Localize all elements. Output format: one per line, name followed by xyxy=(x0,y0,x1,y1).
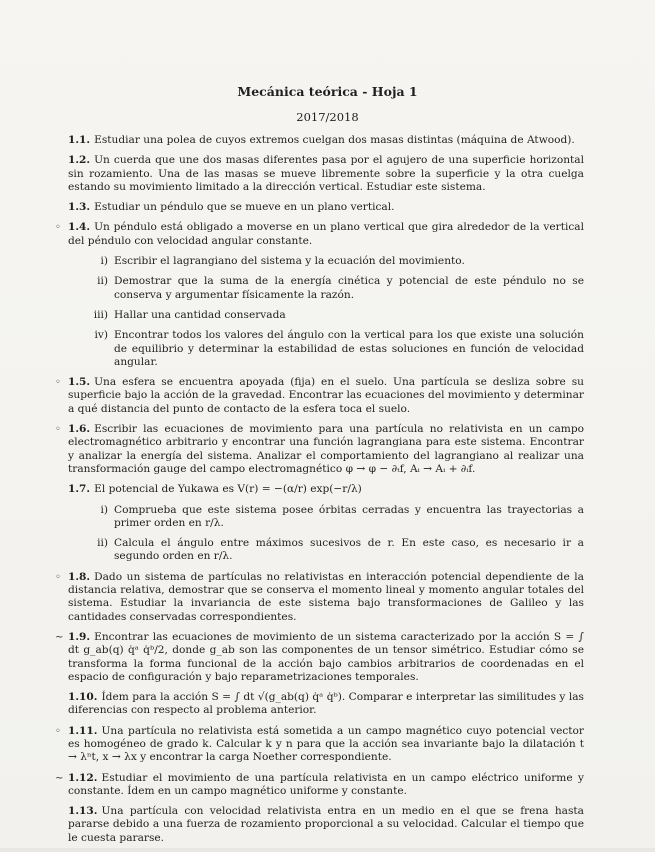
handwritten-mark: ◦ xyxy=(55,222,61,234)
problem-item xyxy=(55,376,584,416)
problem-text: Una partícula no relativista está sometida a un campo magnético cuyo potencial vector es homogéneo de grado k. Calcular k y n para que la acción sea invariante bajo la dilatación t → λⁿt, x → λx y encontrar la carga Noether correspondiente. xyxy=(68,724,584,764)
problem-text: Ídem para la acción S = ∫ dt √(g_ab(q) q̇ᵃ q̇ᵇ). Comparar e interpretar las similitudes y las diferencias con respecto al problema anterior. xyxy=(68,691,584,717)
problem-item xyxy=(68,201,584,214)
problem-text: Un péndulo está obligado a moverse en un plano vertical que gira alrededor de la vertical del péndulo con velocidad angular constante. xyxy=(68,221,584,247)
subproblem-text: Hallar una cantidad conservada xyxy=(114,308,286,321)
problem-number: 1.10. xyxy=(68,691,98,704)
subproblem-text: Comprueba que este sistema posee órbitas cerradas y encuentra las trayectorias a primer orden en r/λ. xyxy=(114,503,584,529)
subproblem-label: i) xyxy=(100,255,108,268)
subproblem-text: Demostrar que la suma de la energía cinética y potencial de este péndulo no se conserva y argumentar físicamente la razón. xyxy=(114,275,584,301)
subproblem-item xyxy=(86,309,584,322)
problem-number: 1.7. xyxy=(68,483,91,496)
problem-item xyxy=(55,423,584,476)
subproblem-label: iii) xyxy=(93,308,108,321)
problem-item xyxy=(55,724,584,765)
handwritten-mark: ◦ xyxy=(55,377,61,389)
subproblem-item xyxy=(86,504,584,531)
subproblem-text: Encontrar todos los valores del ángulo con la vertical para los que existe una solución de equilibrio y determinar la estabilidad de estas soluciones en función de velocidad angular. xyxy=(114,329,584,368)
problem-text: Escribir las ecuaciones de movimiento para una partícula no relativista en un campo electromagnético arbitrario y encontrar una función lagrangiana para este sistema. Encontrar y analizar la energía del sistema. Analizar el comportamiento del lagrangiano al realizar una transformación gauge del campo electromagnético φ → φ − ∂ₜf, Aᵢ → Aᵢ + ∂ᵢf. xyxy=(68,423,584,475)
problem-item xyxy=(68,805,584,845)
problem-number: 1.3. xyxy=(68,201,91,214)
subproblem-label: iv) xyxy=(94,329,108,342)
problem-number: 1.8. xyxy=(68,570,91,583)
problem-item xyxy=(55,570,584,624)
handwritten-mark: ∼ xyxy=(55,631,64,643)
problem-text: Estudiar un péndulo que se mueve en un plano vertical. xyxy=(94,201,395,214)
handwritten-mark: ◦ xyxy=(55,725,61,737)
subproblem-text: Escribir el lagrangiano del sistema y la ecuación del movimiento. xyxy=(114,255,465,268)
problem-item xyxy=(68,691,584,718)
subproblem-text: Calcula el ángulo entre máximos sucesivos de r. En este caso, es necesario ir a segundo orden en r/λ. xyxy=(114,537,584,563)
subproblem-label: i) xyxy=(100,503,108,516)
problem-item xyxy=(55,630,584,684)
problem-item xyxy=(68,154,584,194)
problem-text: Una partícula con velocidad relativista entra en un medio en el que se frena hasta pararse debido a una fuerza de rozamiento proporcional a su velocidad. Calcular el tiempo que le cuesta pararse. xyxy=(68,805,584,844)
handwritten-mark: ◦ xyxy=(55,424,61,436)
problem-number: 1.6. xyxy=(68,423,91,436)
problem-item xyxy=(55,221,584,248)
problem-item xyxy=(55,771,584,799)
problem-number: 1.1. xyxy=(68,134,91,146)
problem-number: 1.11. xyxy=(68,724,98,737)
problem-text: Encontrar las ecuaciones de movimiento de un sistema caracterizado por la acción S = ∫ dt g_ab(q) q̇ᵃ q̇ᵇ/2, donde g_ab son las componentes de un tensor simétrico. Estudiar cómo se transforma la forma funcional de la acción bajo cambios arbitrarios de coordenadas en el espacio de configuración y bajo reparametrizaciones temporales. xyxy=(68,630,584,683)
subproblem-item xyxy=(86,537,584,564)
problem-number: 1.2. xyxy=(68,154,91,167)
problem-item xyxy=(68,483,584,496)
problem-list xyxy=(55,134,584,852)
problem-number: 1.4. xyxy=(68,221,91,234)
problem-text: Un cuerda que une dos masas diferentes pasa por el agujero de una superficie horizontal sin rozamiento. Una de las masas se mueve libremente sobre la superficie y la otra cuelga estando su movimiento limitado a la dirección vertical. Estudiar este sistema. xyxy=(68,154,584,193)
subproblem-item xyxy=(86,255,584,268)
subproblem-item xyxy=(86,329,584,369)
problem-number: 1.9. xyxy=(68,630,91,643)
problem-text: El potencial de Yukawa es V(r) = −(α/r) exp(−r/λ) xyxy=(94,483,362,496)
problem-text: Dado un sistema de partículas no relativistas en interacción potencial dependiente de la distancia relativa, demostrar que se conserva el momento lineal y momento angular totales del sistema. Estudiar la invariancia de este sistema bajo transformaciones de Galileo y las cantidades conservadas correspondientes. xyxy=(68,570,584,623)
subproblem-label: ii) xyxy=(97,275,108,288)
academic-year: 2017/2018 xyxy=(296,110,359,124)
problem-number: 1.5. xyxy=(68,376,91,389)
page-title: Mecánica teórica - Hoja 1 xyxy=(237,84,418,99)
subproblem-label: ii) xyxy=(97,537,108,550)
problem-text: Estudiar el movimiento de una partícula relativista en un campo eléctrico uniforme y constante. Ídem en un campo magnético uniforme y constante. xyxy=(68,771,584,797)
problem-item xyxy=(68,134,584,147)
problem-number: 1.12. xyxy=(68,771,98,784)
handwritten-mark: ◦ xyxy=(55,571,61,583)
problem-text: Una esfera se encuentra apoyada (fija) en el suelo. Una partícula se desliza sobre su superficie bajo la acción de la gravedad. Encontrar las ecuaciones del movimiento y determinar a qué distancia del punto de contacto de la esfera toca el suelo. xyxy=(68,376,584,415)
handwritten-mark: ∼ xyxy=(55,772,64,784)
subproblem-item xyxy=(86,275,584,302)
problem-text: Estudiar una polea de cuyos extremos cuelgan dos masas distintas (máquina de Atwood). xyxy=(94,134,575,146)
problem-number: 1.13. xyxy=(68,805,98,818)
